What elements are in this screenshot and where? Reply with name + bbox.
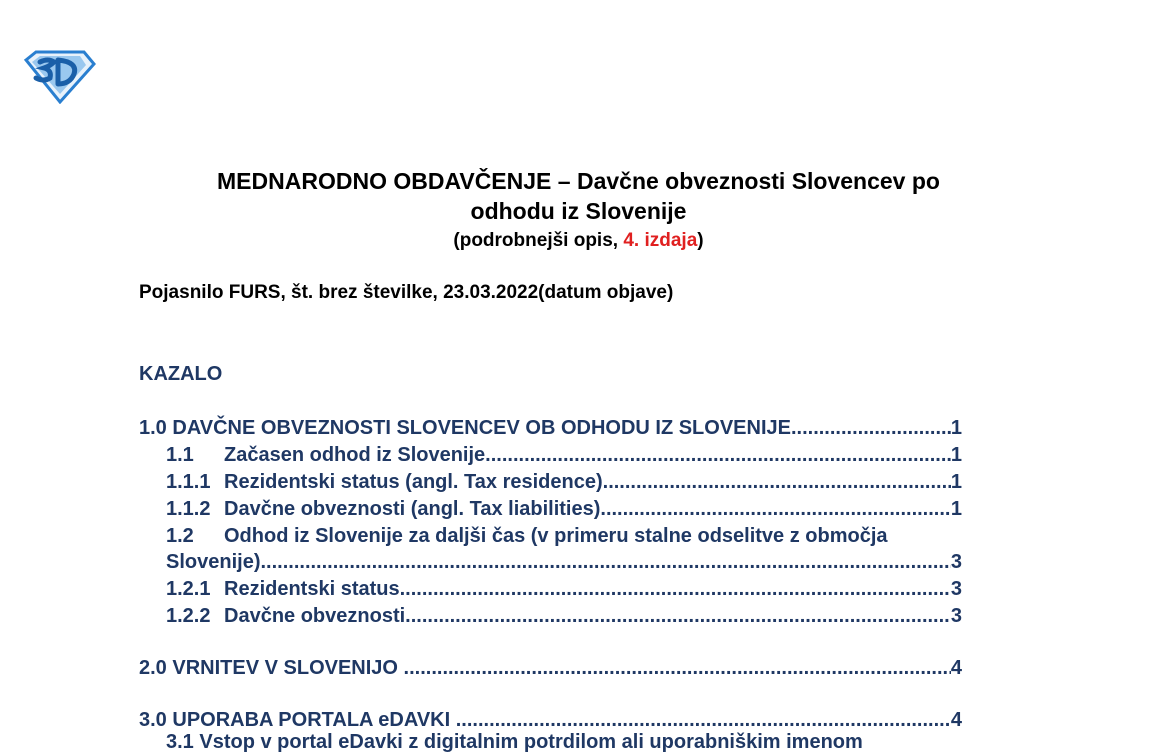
toc-entry[interactable]: [166, 523, 1016, 549]
reference-line: Pojasnilo FURS, št. brez številke, 23.03.2022(datum objave): [139, 282, 674, 303]
toc-entry-number: 3.0: [139, 709, 167, 731]
subtitle-suffix: ): [697, 230, 704, 251]
fdv-logo-icon: [22, 48, 96, 104]
edition-label: 4. izdaja: [623, 230, 698, 251]
toc-entry-text: Davčne obveznosti (angl. Tax liabilities): [224, 498, 601, 520]
toc-entry[interactable]: [139, 655, 962, 681]
toc-leader-dots: [404, 655, 951, 681]
toc-entry-page: 3: [950, 605, 962, 627]
toc-entry-number: 1.2.1: [166, 578, 211, 600]
toc-leader-dots: [260, 549, 950, 575]
document-subtitle: [0, 230, 1157, 252]
toc-entry-page: 4: [950, 709, 962, 731]
toc-entry-text: Odhod iz Slovenije za daljši čas (v primeru stalne odselitve z območja: [224, 525, 888, 547]
toc-entry-number: 1.2: [166, 525, 194, 547]
toc-entry-page: 1: [950, 417, 962, 439]
document-title: [0, 166, 1157, 226]
toc-entry-page: 1: [950, 471, 962, 493]
toc-heading: KAZALO: [139, 363, 223, 385]
toc-entry-page: 1: [950, 444, 962, 466]
toc-entry-text: Davčne obveznosti: [224, 605, 406, 627]
subtitle-prefix: (podrobnejši opis,: [453, 230, 624, 251]
toc-entry-continuation[interactable]: [166, 549, 962, 575]
toc-entry-page: 1: [950, 498, 962, 520]
toc-entry-text: Začasen odhod iz Slovenije: [224, 444, 486, 466]
toc-leader-dots: [791, 415, 951, 441]
toc-entry-number: 1.0: [139, 417, 167, 439]
toc-entry-text: UPORABA PORTALA eDAVKI: [172, 709, 451, 731]
toc-entry-number: 2.0: [139, 657, 167, 679]
toc-leader-dots: [456, 707, 951, 733]
toc-entry[interactable]: [139, 707, 962, 733]
toc-entry[interactable]: [166, 603, 962, 629]
toc-entry-text: Slovenije): [166, 551, 261, 573]
toc-entry-number: 1.1.2: [166, 498, 211, 520]
toc-entry-number: 1.1: [166, 444, 194, 466]
toc-entry-number: 1.1.1: [166, 471, 211, 493]
toc-entry-text: Rezidentski status (angl. Tax residence): [224, 471, 603, 493]
toc-leader-dots: [485, 442, 951, 468]
title-line-2: odhodu iz Slovenije: [470, 198, 687, 224]
toc-entry[interactable]: [166, 576, 962, 602]
toc-entry-page: 4: [950, 657, 962, 679]
title-line-1: MEDNARODNO OBDAVČENJE – Davčne obveznosti Slovencev po: [217, 168, 940, 194]
toc-entry-text: DAVČNE OBVEZNOSTI SLOVENCEV OB ODHODU IZ SLOVENIJE: [172, 417, 791, 439]
toc-entry-text: VRNITEV V SLOVENIJO: [172, 657, 398, 679]
toc-entry[interactable]: [166, 442, 962, 468]
toc-entry[interactable]: [166, 469, 962, 495]
toc-leader-dots: [405, 603, 951, 629]
toc-entry-page: 3: [950, 578, 962, 600]
toc-entry-text: Rezidentski status: [224, 578, 400, 600]
toc-entry[interactable]: [166, 496, 962, 522]
toc-entry[interactable]: [139, 415, 962, 441]
toc-entry-number: 1.2.2: [166, 605, 211, 627]
toc-entry-cutoff[interactable]: 3.1 Vstop v portal eDavki z digitalnim potrdilom ali uporabniškim imenom: [166, 731, 863, 753]
toc-leader-dots: [400, 576, 951, 602]
toc-leader-dots: [600, 496, 950, 522]
toc-entry-page: 3: [950, 551, 962, 573]
toc-leader-dots: [603, 469, 951, 495]
